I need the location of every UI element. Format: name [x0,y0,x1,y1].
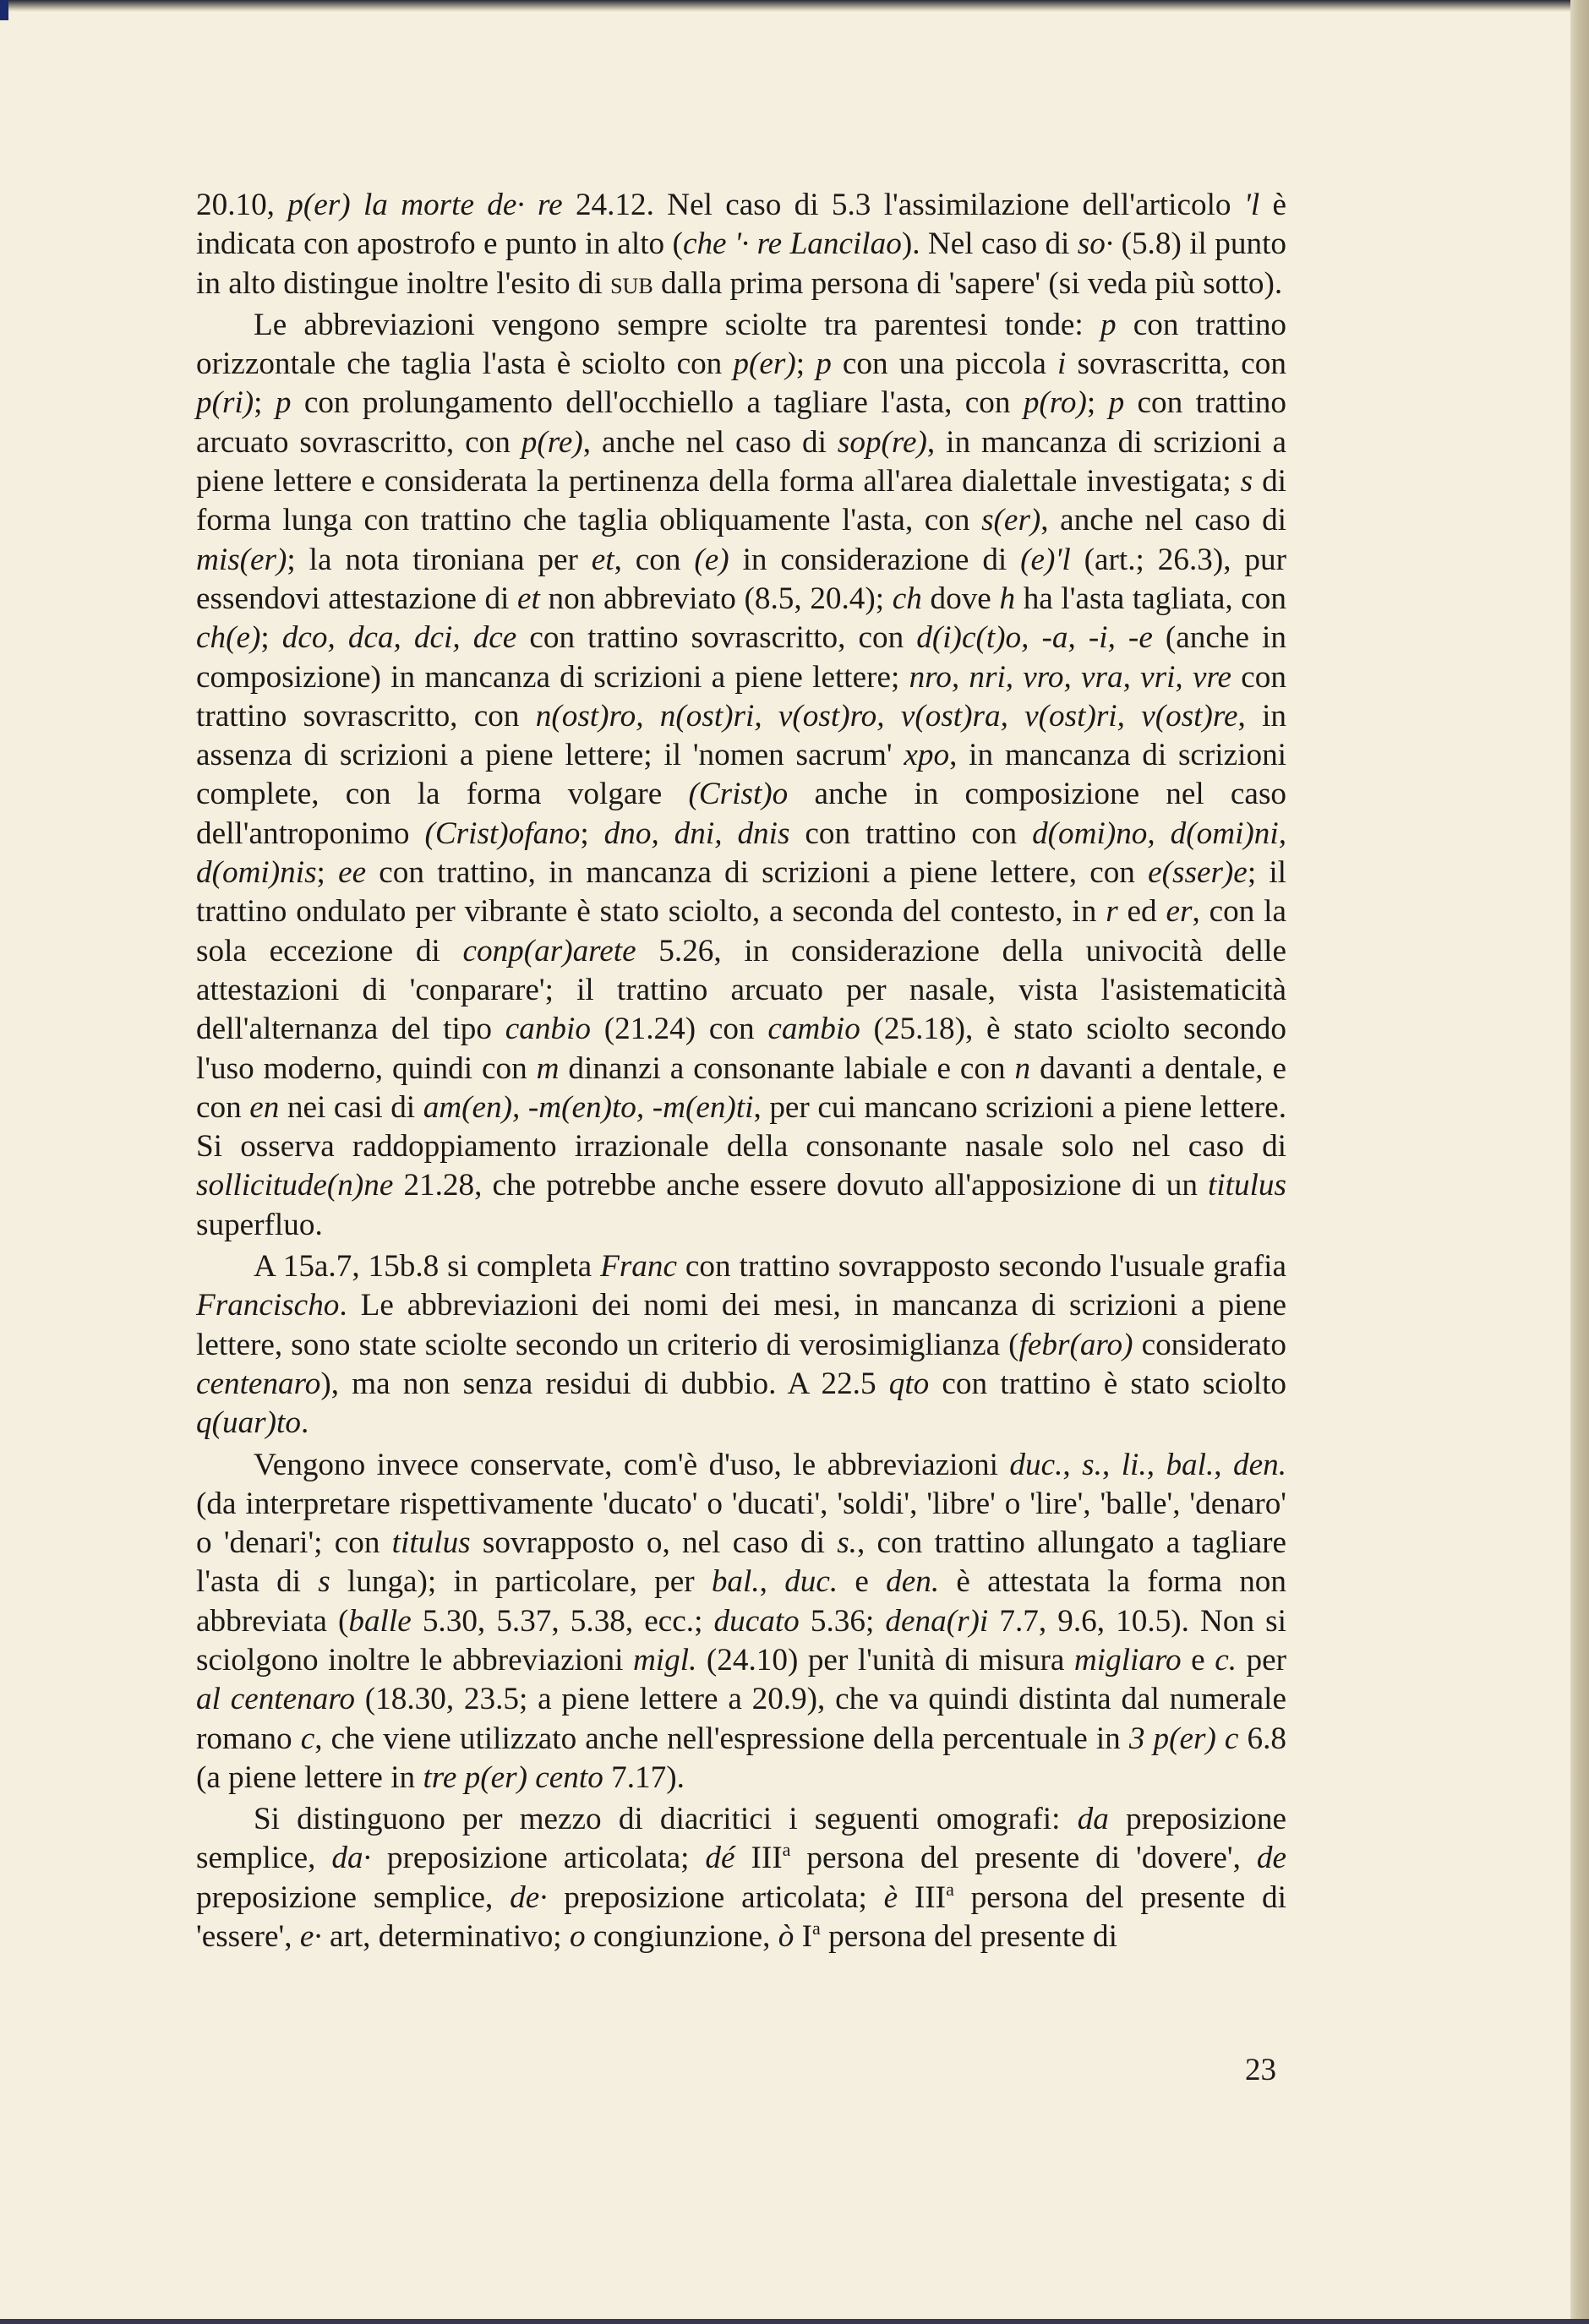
paragraph-2 [196,306,1286,1245]
text-run: (art.; 26.3), pur essendovi attestazione di [196,542,1286,616]
italic-term: 'l [1243,188,1260,222]
text-run: . Le abbreviazioni dei nomi dei mesi, in mancanza di scrizioni a piene lettere, sono state sciolte secondo un criterio di verosimiglianza ( [196,1288,1286,1362]
superscript: a [812,1918,821,1939]
italic-term: s. [837,1525,857,1561]
text-run: ), ma non senza residui di dubbio. A 22.5 [320,1366,889,1401]
italic-term: h [999,581,1016,616]
italic-term: p [1108,385,1125,421]
italic-term: r [1106,894,1118,930]
italic-term: ch(e) [196,620,261,656]
text-run: , [759,1564,785,1600]
text-run: in considerazione di [729,542,1021,577]
text-run: superfluo. [196,1207,323,1242]
italic-term: dno, dni, dnis [603,816,790,851]
text-run: con prolungamento dell'occhiello a tagliare l'asta, con [291,385,1024,421]
text-run: (da interpretare rispettivamente 'ducato' o 'ducati', 'soldi', 'libre' o 'lire', 'balle', 'denaro' o 'denari'; con [196,1486,1286,1561]
text-run: preposizione articolata; [370,1841,706,1876]
italic-term: mis(er) [196,542,287,577]
text-run: ; [1086,385,1109,421]
italic-term: sop(re) [837,424,927,460]
italic-term: d(i)c(t)o, -a, -i, -e [916,620,1153,656]
italic-term: m [536,1050,560,1086]
text-run: , [1214,1447,1234,1482]
text-run: , con la sola eccezione di [196,894,1287,968]
text-run: considerato [1133,1327,1286,1362]
italic-term: dena(r)i [885,1603,989,1639]
italic-term: de [1256,1841,1286,1876]
text-run: (anche in composizione) in mancanza di scrizioni a piene lettere; [196,620,1286,695]
book-spine-edge [1570,0,1589,2324]
italic-term: centenaro [196,1366,321,1401]
italic-term: n(ost)ro, n(ost)ri, v(ost)ro, v(ost)ra, v(ost)ri, v(ost)re [535,698,1238,734]
text-run: con trattino sovrascritto, con [516,620,917,656]
text-run: III [734,1841,783,1876]
italic-term: den. [886,1564,940,1600]
text-run: anche in composizione nel caso dell'antroponimo [196,777,1287,851]
italic-term: che '· re Lancilao [682,226,902,262]
italic-term: bal. [1166,1447,1215,1482]
italic-term: c [300,1721,315,1756]
text-run: , in mancanza di scrizioni a piene lettere e considerata la pertinenza della forma all'area dialettale investigata; [196,424,1286,499]
italic-term: bal. [711,1564,760,1600]
text-run: , che viene utilizzato anche nell'espressione della percentuale in [314,1721,1129,1756]
text-run: dinanzi a consonante labiale e con [559,1050,1015,1086]
italic-term: nro, nri, vro, vra, vri, vre [909,659,1232,695]
italic-term: titulus [391,1525,471,1561]
text-run: è attestata la forma non abbreviata ( [196,1564,1286,1639]
italic-term: ò [778,1919,794,1955]
page-top-edge [0,0,1589,12]
text-run: , [1062,1447,1083,1482]
italic-term: da· [331,1841,371,1876]
text-run: Si distinguono per mezzo di diacritici i seguenti omografi: [254,1802,1078,1837]
text-run: dove [921,581,1000,616]
text-run: con trattino, in mancanza di scrizioni a piene lettere, con [366,855,1149,891]
text-run: ed [1117,894,1166,930]
italic-term: s. [1082,1447,1102,1482]
italic-term: de· [510,1879,548,1915]
italic-term: o [569,1919,586,1955]
text-run: con trattino con [789,816,1033,851]
text-run: A 15a.7, 15b.8 si completa [254,1249,601,1285]
italic-term: 3 p(er) c [1128,1721,1239,1756]
italic-term: p(ro) [1023,385,1087,421]
italic-term: p [1100,307,1117,342]
superscript: a [946,1878,954,1900]
text-run: ; [260,620,282,656]
italic-term: s [1240,464,1253,499]
italic-term: dco, dca, dci, dce [281,620,517,656]
text-run: persona del presente di 'dovere', [790,1841,1257,1876]
text-run: ; il trattino ondulato per vibrante è stato sciolto, a seconda del contesto, in [196,855,1287,930]
text-run: persona del presente di 'essere', [196,1879,1286,1955]
text-run: non abbreviato (8.5, 20.4); [539,581,893,616]
text-run: ; [580,816,604,851]
text-run: III [898,1879,947,1915]
italic-term: Francischo [196,1288,340,1323]
paragraph-4 [196,1446,1286,1798]
text-run: , anche nel caso di [582,424,838,460]
italic-term: duc. [1009,1447,1063,1482]
text-run: preposizione articolata; [547,1879,884,1915]
small-caps-term: sub [610,265,653,301]
italic-term: et [591,542,614,577]
italic-term: xpo [904,738,950,773]
text-run: con una piccola [831,346,1058,382]
italic-term: p(ri) [196,385,254,421]
text-run: di forma lunga con trattino che taglia obliquamente l'asta, con [196,464,1286,538]
text-run: lunga); in particolare, per [330,1564,712,1600]
page-number: 23 [1245,2053,1276,2087]
text-run: (25.18), è stato sciolto secondo l'uso moderno, quindi con [196,1012,1286,1086]
superscript: a [782,1839,791,1861]
text-run: sovrascritta, con [1066,346,1286,382]
text-run: (5.8) il punto in alto distingue inoltre l'esito di [196,226,1286,301]
italic-term: p(er) [733,346,796,382]
italic-term: febr(aro) [1018,1327,1133,1362]
text-run: , con trattino allungato a tagliare l'asta di [196,1525,1286,1600]
page-bottom-edge [0,2319,1589,2324]
text-run: sovrapposto o, nel caso di [470,1525,838,1561]
text-run: 7.7, 9.6, 10.5). Non si sciolgono inoltre le abbreviazioni [196,1603,1286,1678]
italic-term: i [1057,346,1067,382]
italic-term: am(en), -m(en)to, -m(en)ti [423,1089,754,1125]
text-run: 20.10, [196,188,288,222]
text-run: , in assenza di scrizioni a piene lettere; il 'nomen sacrum' [196,698,1286,773]
text-run: ha l'asta tagliata, con [1015,581,1286,616]
ribbon-marker [0,0,8,20]
text-run: persona del presente di [820,1919,1117,1955]
text-run: con trattino orizzontale che taglia l'asta è sciolto con [196,307,1287,382]
text-run: davanti a dentale, e con [196,1050,1286,1125]
italic-term: duc. [784,1564,838,1600]
text-run: congiunzione, [585,1919,778,1955]
text-run: con trattino arcuato sovrascritto, con [196,385,1286,460]
italic-term: al centenaro [196,1682,356,1717]
text-run: preposizione semplice, [196,1802,1286,1876]
italic-term: s [318,1564,330,1600]
italic-term: n [1014,1050,1031,1086]
italic-term: so· [1077,226,1114,262]
text-run: , in mancanza di scrizioni complete, con la forma volgare [196,738,1286,812]
text-run: (18.30, 23.5; a piene lettere a 20.9), che va quindi distinta dal numerale romano [196,1682,1286,1756]
text-run: , per cui mancano scrizioni a piene lettere. Si osserva raddoppiamento irrazionale della consonante nasale solo nel caso di [196,1089,1286,1165]
text-run: , anche nel caso di [1040,503,1287,538]
italic-term: p [275,385,292,421]
text-run: 7.17). [603,1759,685,1795]
italic-term: migliaro [1073,1642,1182,1678]
italic-term: tre p(er) cento [423,1759,603,1795]
italic-term: da [1077,1802,1109,1837]
italic-term: e· [299,1919,322,1955]
italic-term: cambio [767,1012,860,1047]
italic-term: c. [1215,1642,1237,1678]
italic-term: li. [1121,1447,1147,1482]
text-run: con trattino è stato sciolto [929,1366,1286,1401]
body-text [196,186,1286,1956]
paragraph-5 [196,1800,1286,1956]
italic-term: qto [888,1366,930,1401]
italic-term: Franc [600,1249,677,1285]
italic-term: et [517,581,540,616]
text-run: ; [254,385,276,421]
paragraph-1 [196,186,1286,303]
italic-term: (Crist)ofano [424,816,581,851]
italic-term: balle [348,1603,412,1639]
text-run: Le abbreviazioni vengono sempre sciolte tra parentesi tonde: [254,307,1100,342]
italic-term: e(sser)e [1148,855,1248,891]
text-run: 5.30, 5.37, 5.38, ecc.; [411,1603,714,1639]
text-run: 5.36; [799,1603,886,1639]
italic-term: p [816,346,832,382]
italic-term: (e)'l [1020,542,1071,577]
text-run: con trattino sovrascritto, con [196,659,1286,734]
italic-term: canbio [505,1012,591,1047]
text-run: ). Nel caso di [901,226,1078,262]
italic-term: (e) [694,542,729,577]
text-run: nei casi di [279,1089,423,1125]
italic-term: conp(ar)arete [462,933,636,968]
text-run: è indicata con apostrofo e punto in alto ( [196,188,1286,262]
text-run: . [300,1405,309,1441]
text-run: preposizione semplice, [196,1879,511,1915]
italic-term: ee [338,855,367,891]
paragraph-3 [196,1247,1286,1443]
text-run: 21.28, che potrebbe anche essere dovuto all'apposizione di un [393,1168,1208,1203]
text-run: e [838,1564,887,1600]
italic-term: d(omi)no, d(omi)ni, d(omi)nis [196,816,1287,891]
text-run: , [1101,1447,1122,1482]
italic-term: titulus [1208,1168,1286,1203]
italic-term: p(re) [521,424,583,460]
text-run: 6.8 (a piene lettere in [196,1721,1286,1795]
text-run: e [1181,1642,1215,1678]
italic-term: s(er) [981,503,1041,538]
text-run: I [794,1919,813,1955]
text-run: 24.12. Nel caso di 5.3 l'assimilazione dell'articolo [562,188,1244,222]
text-run: (24.10) per l'unità di misura [696,1642,1074,1678]
italic-term: q(uar)to [196,1405,301,1441]
text-run: Vengono invece conservate, com'è d'uso, le abbreviazioni [254,1447,1010,1482]
italic-term: den. [1233,1447,1287,1482]
italic-term: p(er) la morte de· re [287,188,563,222]
italic-term: en [249,1089,280,1125]
italic-term: (Crist)o [688,777,789,812]
text-run: ; la nota tironiana per [287,542,592,577]
text-run: con trattino sovrapposto secondo l'usuale grafia [677,1249,1287,1285]
italic-term: er [1166,894,1193,930]
text-run: per [1237,1642,1287,1678]
italic-term: ch [892,581,922,616]
italic-term: sollicitude(n)ne [196,1168,394,1203]
text-run: art, determinativo; [321,1919,570,1955]
text-run: (21.24) con [590,1012,768,1047]
italic-term: migl. [632,1642,697,1678]
text-run: dalla prima persona di 'sapere' (si veda più sotto). [653,265,1283,301]
text-run: ; [316,855,339,891]
italic-term: è [883,1879,898,1915]
text-run: 5.26, in considerazione della univocità delle attestazioni di 'conparare'; il trattino arcuato per nasale, vista l'asistematicità dell'alternanza del tipo [196,933,1286,1047]
text-run: ; [795,346,816,382]
text-run: , [1146,1447,1166,1482]
italic-term: dé [705,1841,735,1876]
italic-term: ducato [713,1603,800,1639]
text-run: , con [614,542,695,577]
